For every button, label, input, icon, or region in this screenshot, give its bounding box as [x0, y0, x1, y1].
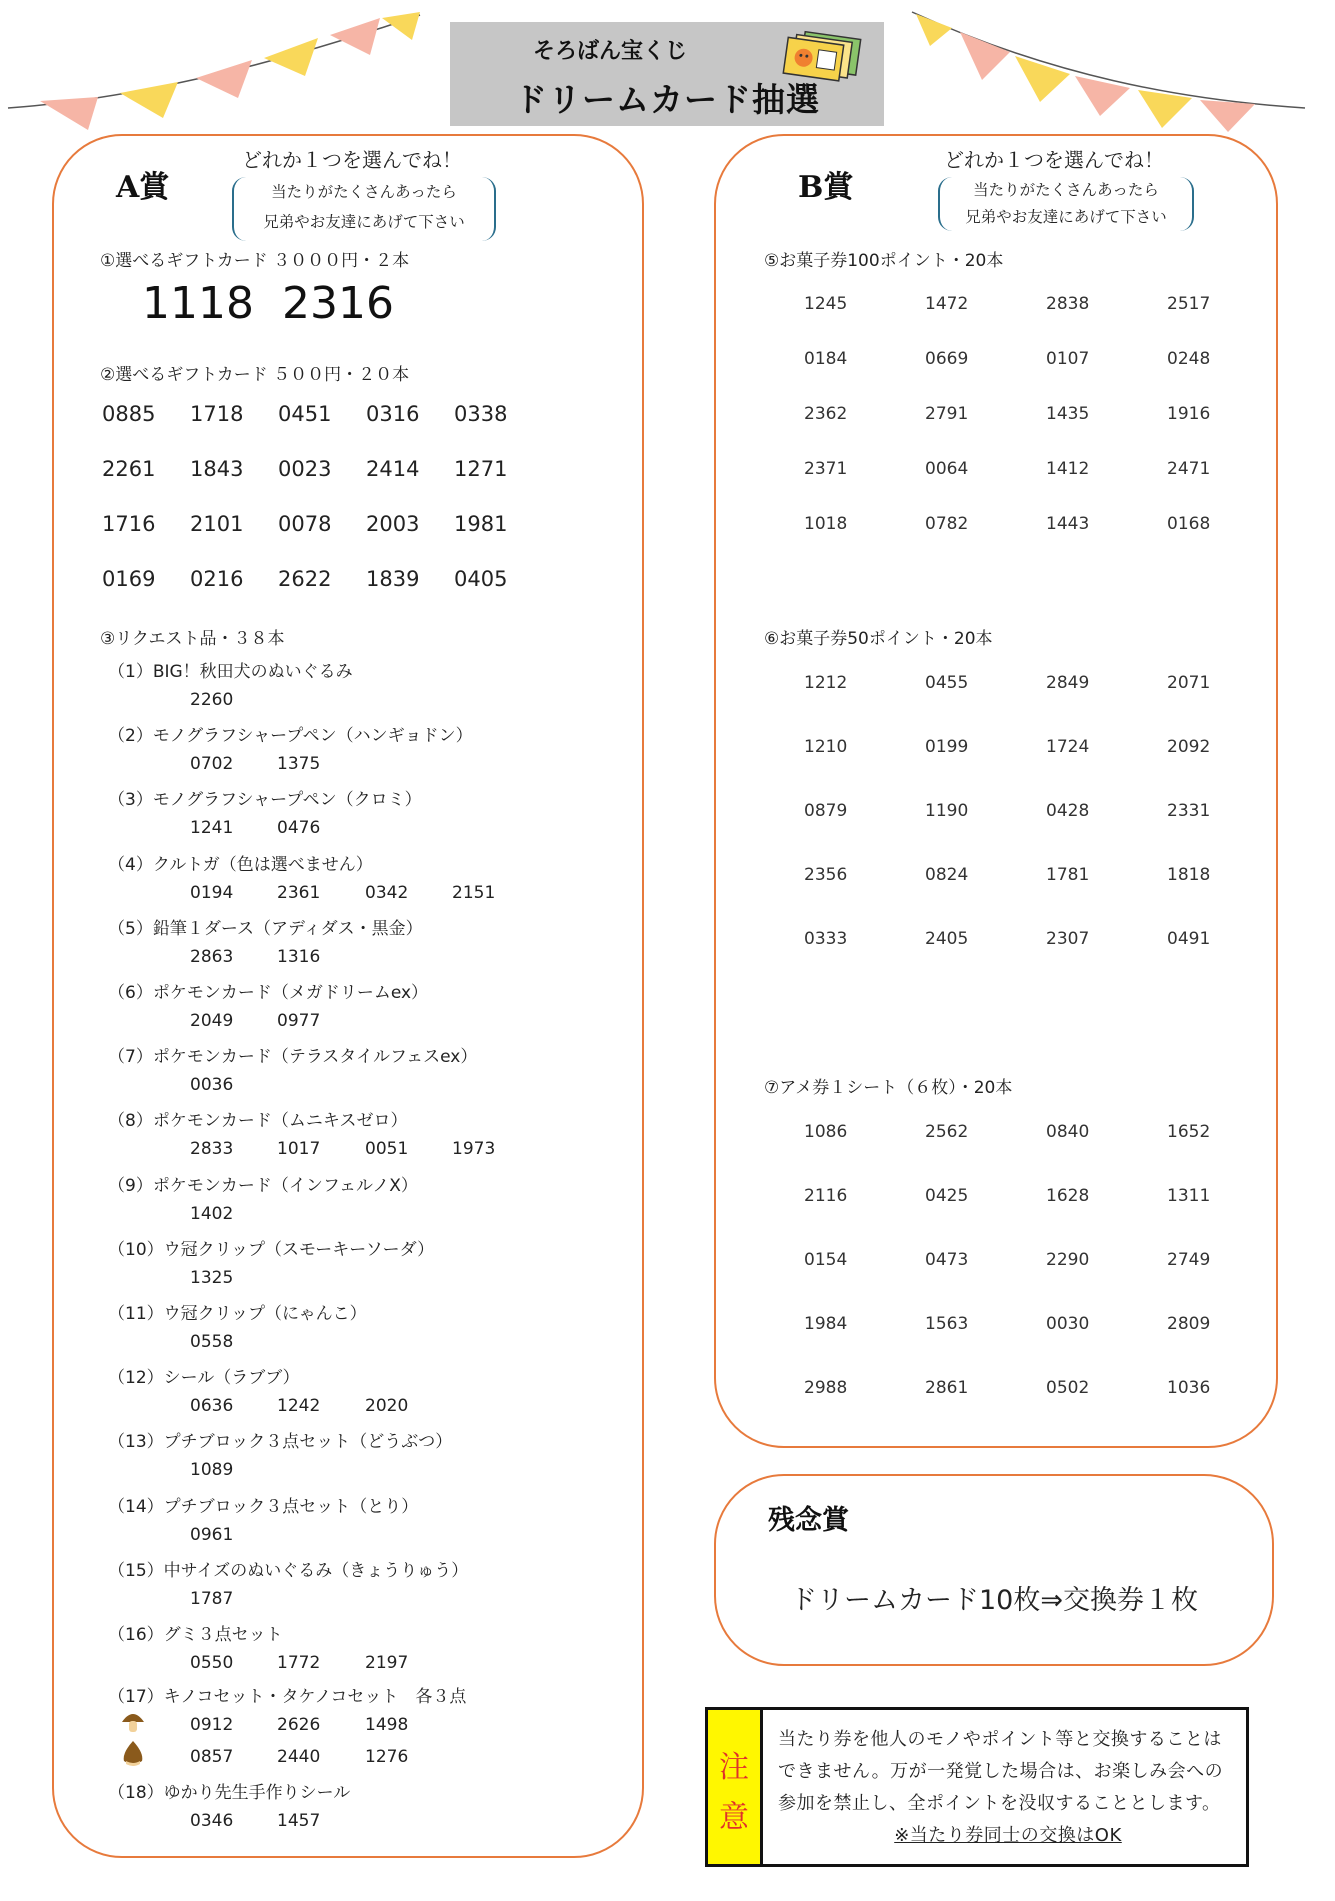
- a-item18-label: （18）ゆかり先生手作りシール: [108, 1783, 351, 1803]
- b-s6-number: 0428: [1046, 801, 1090, 821]
- a-request-item-number: 1325: [190, 1267, 234, 1288]
- a-request-item-number: 1241: [190, 818, 234, 839]
- a-request-item-label: （11）ウ冠クリップ（にゃんこ）: [108, 1304, 367, 1324]
- a-request-item-label: （6）ポケモンカード（メガドリームex）: [108, 983, 429, 1003]
- a-request-item-number: 1772: [277, 1653, 321, 1673]
- a-request-item-number: 0550: [190, 1653, 234, 1673]
- a-s2-label: ②選べるギフトカード ５００円・２０本: [100, 365, 410, 385]
- b-s5-number: 2791: [925, 404, 969, 424]
- a-s2-number: 2622: [278, 567, 332, 591]
- a-s2-number: 0316: [366, 402, 420, 426]
- b-s7-label: ⑦アメ券１シート（６枚）・20本: [764, 1078, 1013, 1098]
- b-s7-number: 1036: [1167, 1378, 1211, 1398]
- a-s2-number: 1981: [454, 512, 508, 536]
- b-s7-number: 2749: [1167, 1250, 1211, 1270]
- a-s2-number: 0451: [278, 402, 332, 426]
- a-hint-line1: 当たりがたくさんあったら: [271, 183, 457, 201]
- a-s2-number: 0078: [278, 512, 332, 536]
- a-request-item-number: 0194: [190, 882, 234, 903]
- b-s6-number: 2405: [925, 929, 969, 949]
- b-s7-number: 2290: [1046, 1250, 1090, 1270]
- a-s1-number: 1118: [142, 278, 254, 329]
- a-request-item-number: 0977: [277, 1011, 321, 1031]
- b-s7-number: 1652: [1167, 1122, 1211, 1142]
- a-s2-number: 1271: [454, 457, 508, 481]
- a-request-item-number: 2863: [190, 946, 234, 967]
- ticket-icon: [772, 28, 868, 84]
- a-request-item-number: 1089: [190, 1460, 234, 1481]
- b-s7-number: 1086: [804, 1122, 848, 1142]
- a-s2-number: 2003: [366, 512, 420, 536]
- a-request-item-number: 2049: [190, 1011, 234, 1031]
- b-s5-number: 0168: [1167, 514, 1211, 534]
- b-s6-number: 1210: [804, 737, 848, 757]
- b-s6-number: 1212: [804, 673, 848, 693]
- b-s5-number: 0669: [925, 349, 969, 369]
- a-request-item-number: 1017: [277, 1139, 321, 1160]
- b-s6-number: 2071: [1167, 673, 1211, 693]
- notice-label: [708, 1710, 763, 1864]
- a-s2-number: 0216: [190, 567, 244, 591]
- a-item17-bamboo-number: 2440: [277, 1747, 321, 1767]
- b-hint-line1: 当たりがたくさんあったら: [973, 181, 1159, 199]
- b-s5-number: 0184: [804, 349, 848, 369]
- b-s5-number: 1435: [1046, 404, 1090, 424]
- notice-box: [705, 1707, 1249, 1867]
- b-s5-number: 0064: [925, 459, 969, 479]
- b-s5-number: 1472: [925, 294, 969, 314]
- a-request-item-number: 2020: [365, 1396, 409, 1417]
- a-s2-number: 1839: [366, 567, 420, 591]
- a-request-item-number: 0051: [365, 1139, 409, 1160]
- a-request-item-number: 0558: [190, 1332, 234, 1352]
- notice-char-1: 注: [719, 1750, 749, 1785]
- b-hint-bracket: [938, 177, 1194, 231]
- a-request-item-label: （9）ポケモンカード（インフェルノX）: [108, 1175, 418, 1196]
- b-s5-number: 0107: [1046, 349, 1090, 369]
- a-request-item-number: 1787: [190, 1588, 234, 1609]
- b-s6-number: 1724: [1046, 737, 1090, 757]
- b-s6-number: 2092: [1167, 737, 1211, 757]
- b-s5-number: 1018: [804, 514, 848, 534]
- b-s7-number: 1563: [925, 1314, 969, 1334]
- notice-text: [778, 1724, 1238, 1852]
- a-item17-mushroom-number: 1498: [365, 1715, 409, 1735]
- b-s6-number: 0824: [925, 865, 969, 885]
- a-s2-number: 0023: [278, 457, 332, 481]
- a-request-item-label: （7）ポケモンカード（テラスタイルフェスex）: [108, 1047, 478, 1068]
- a-request-item-label: （5）鉛筆１ダース（アディダス・黒金）: [108, 918, 423, 939]
- a-request-item-number: 2197: [365, 1653, 409, 1673]
- a-request-item-label: （15）中サイズのぬいぐるみ（きょうりゅう）: [108, 1560, 469, 1581]
- bamboo-shoot-icon: [122, 1739, 144, 1767]
- b-s7-number: 0473: [925, 1250, 969, 1270]
- b-s6-number: 0491: [1167, 929, 1211, 949]
- a-request-item-number: 1402: [190, 1203, 234, 1224]
- b-s6-number: 0455: [925, 673, 969, 693]
- a-request-item-number: 2833: [190, 1139, 234, 1160]
- a-request-item-label: （3）モノグラフシャープペン（クロミ）: [108, 790, 422, 811]
- a-s1-label: ①選べるギフトカード ３０００円・２本: [100, 251, 410, 271]
- a-s2-number: 0885: [102, 402, 156, 426]
- a-s2-number: 0405: [454, 567, 508, 591]
- a-request-item-label: （4）クルトガ（色は選べません）: [108, 854, 373, 875]
- b-s5-number: 2371: [804, 459, 848, 479]
- a-request-item-number: 0702: [190, 754, 234, 775]
- b-s6-number: 2331: [1167, 801, 1211, 821]
- a-request-item-label: （14）プチブロック３点セット（とり）: [108, 1496, 419, 1517]
- b-s5-number: 2517: [1167, 294, 1211, 314]
- b-s6-label: ⑥お菓子券50ポイント・20本: [764, 629, 993, 649]
- b-s7-number: 0030: [1046, 1314, 1090, 1334]
- b-prize-title: B賞: [798, 170, 854, 205]
- b-s7-number: 1628: [1046, 1186, 1090, 1206]
- a-request-item-label: （8）ポケモンカード（ムニキスゼロ）: [108, 1111, 408, 1132]
- a-s2-number: 1716: [102, 512, 156, 536]
- a-request-item-number: 0636: [190, 1396, 234, 1417]
- header-title: ドリームカード抽選: [514, 80, 820, 119]
- header-box: [450, 22, 884, 126]
- a-s2-number: 1718: [190, 402, 244, 426]
- header-subtitle: そろばん宝くじ: [532, 39, 687, 64]
- b-s7-number: 2116: [804, 1186, 848, 1206]
- notice-ok: ※当たり券同士の交換はOK: [894, 1825, 1122, 1846]
- a-request-item-label: （13）プチブロック３点セット（どうぶつ）: [108, 1432, 453, 1453]
- b-s7-number: 2562: [925, 1122, 969, 1142]
- b-s6-number: 1781: [1046, 865, 1090, 885]
- a-request-item-number: 1316: [277, 946, 321, 967]
- a-s3-label: ③リクエスト品・３８本: [100, 629, 285, 649]
- a-item18-number: 0346: [190, 1811, 234, 1831]
- b-hint-line2: 兄弟やお友達にあげて下さい: [965, 208, 1167, 226]
- a-s2-number: 2101: [190, 512, 244, 536]
- a-request-item-number: 1242: [277, 1396, 321, 1417]
- b-s6-number: 0199: [925, 737, 969, 757]
- consolation-text: ドリームカード10枚⇒交換券１枚: [790, 1585, 1198, 1616]
- a-item17-label: （17）キノコセット・タケノコセット 各３点: [108, 1687, 467, 1707]
- a-pick-one: どれか１つを選んでね！: [242, 148, 462, 172]
- b-s5-number: 0782: [925, 514, 969, 534]
- a-request-item-number: 1375: [277, 754, 321, 775]
- b-s6-number: 1190: [925, 801, 969, 821]
- a-request-item-label: （1）BIG！秋田犬のぬいぐるみ: [108, 662, 353, 682]
- a-request-item-number: 2260: [190, 690, 234, 710]
- a-s2-number: 2261: [102, 457, 156, 481]
- b-s6-number: 2849: [1046, 673, 1090, 693]
- a-item17-bamboo-number: 1276: [365, 1747, 409, 1767]
- b-s7-number: 0502: [1046, 1378, 1090, 1398]
- mushroom-icon: [120, 1708, 146, 1734]
- a-request-item-label: （16）グミ３点セット: [108, 1625, 283, 1645]
- a-item17-mushroom-number: 0912: [190, 1715, 234, 1735]
- b-s6-number: 0879: [804, 801, 848, 821]
- consolation-title: 残念賞: [768, 1505, 849, 1536]
- a-item17-mushroom-number: 2626: [277, 1715, 321, 1735]
- b-s6-number: 1818: [1167, 865, 1211, 885]
- b-s7-number: 2809: [1167, 1314, 1211, 1334]
- notice-char-2: 意: [719, 1800, 749, 1835]
- b-s6-number: 2307: [1046, 929, 1090, 949]
- a-request-item-number: 0476: [277, 818, 321, 839]
- a-hint-bracket: [232, 177, 496, 241]
- a-request-item-number: 2361: [277, 882, 321, 903]
- b-s6-number: 2356: [804, 865, 848, 885]
- b-s5-number: 1412: [1046, 459, 1090, 479]
- b-s6-number: 0333: [804, 929, 848, 949]
- b-s5-number: 2471: [1167, 459, 1211, 479]
- b-s5-number: 1916: [1167, 404, 1211, 424]
- a-request-item-number: 0342: [365, 882, 409, 903]
- b-s5-number: 2838: [1046, 294, 1090, 314]
- a-request-item-number: 1973: [452, 1139, 496, 1160]
- a-item17-bamboo-number: 0857: [190, 1747, 234, 1767]
- a-s2-number: 2414: [366, 457, 420, 481]
- b-s5-number: 1443: [1046, 514, 1090, 534]
- a-s2-number: 0169: [102, 567, 156, 591]
- b-s5-number: 2362: [804, 404, 848, 424]
- b-s7-number: 0425: [925, 1186, 969, 1206]
- a-item18-number: 1457: [277, 1811, 321, 1831]
- a-s1-number: 2316: [282, 278, 394, 329]
- b-s7-number: 0154: [804, 1250, 848, 1270]
- b-s7-number: 1984: [804, 1314, 848, 1334]
- a-request-item-number: 2151: [452, 882, 496, 903]
- b-s7-number: 2861: [925, 1378, 969, 1398]
- b-s5-number: 0248: [1167, 349, 1211, 369]
- notice-body: 当たり券を他人のモノやポイント等と交換することはできません。万が一発覚した場合は、お楽しみ会への参加を禁止し、全ポイントを没収することとします。: [778, 1729, 1224, 1814]
- a-s2-number: 1843: [190, 457, 244, 481]
- b-s5-number: 1245: [804, 294, 848, 314]
- b-s7-number: 0840: [1046, 1122, 1090, 1142]
- a-request-item-label: （12）シール（ラブブ）: [108, 1368, 300, 1389]
- a-request-item-number: 0961: [190, 1524, 234, 1545]
- b-s5-label: ⑤お菓子券100ポイント・20本: [764, 251, 1004, 271]
- a-prize-title: A賞: [116, 170, 170, 205]
- a-s2-number: 0338: [454, 402, 508, 426]
- a-request-item-number: 0036: [190, 1075, 234, 1096]
- b-s7-number: 1311: [1167, 1186, 1211, 1206]
- a-hint-line2: 兄弟やお友達にあげて下さい: [263, 213, 465, 231]
- a-request-item-label: （2）モノグラフシャープペン（ハンギョドン）: [108, 726, 473, 747]
- a-request-item-label: （10）ウ冠クリップ（スモーキーソーダ）: [108, 1239, 435, 1260]
- b-pick-one: どれか１つを選んでね！: [944, 148, 1164, 172]
- b-s7-number: 2988: [804, 1378, 848, 1398]
